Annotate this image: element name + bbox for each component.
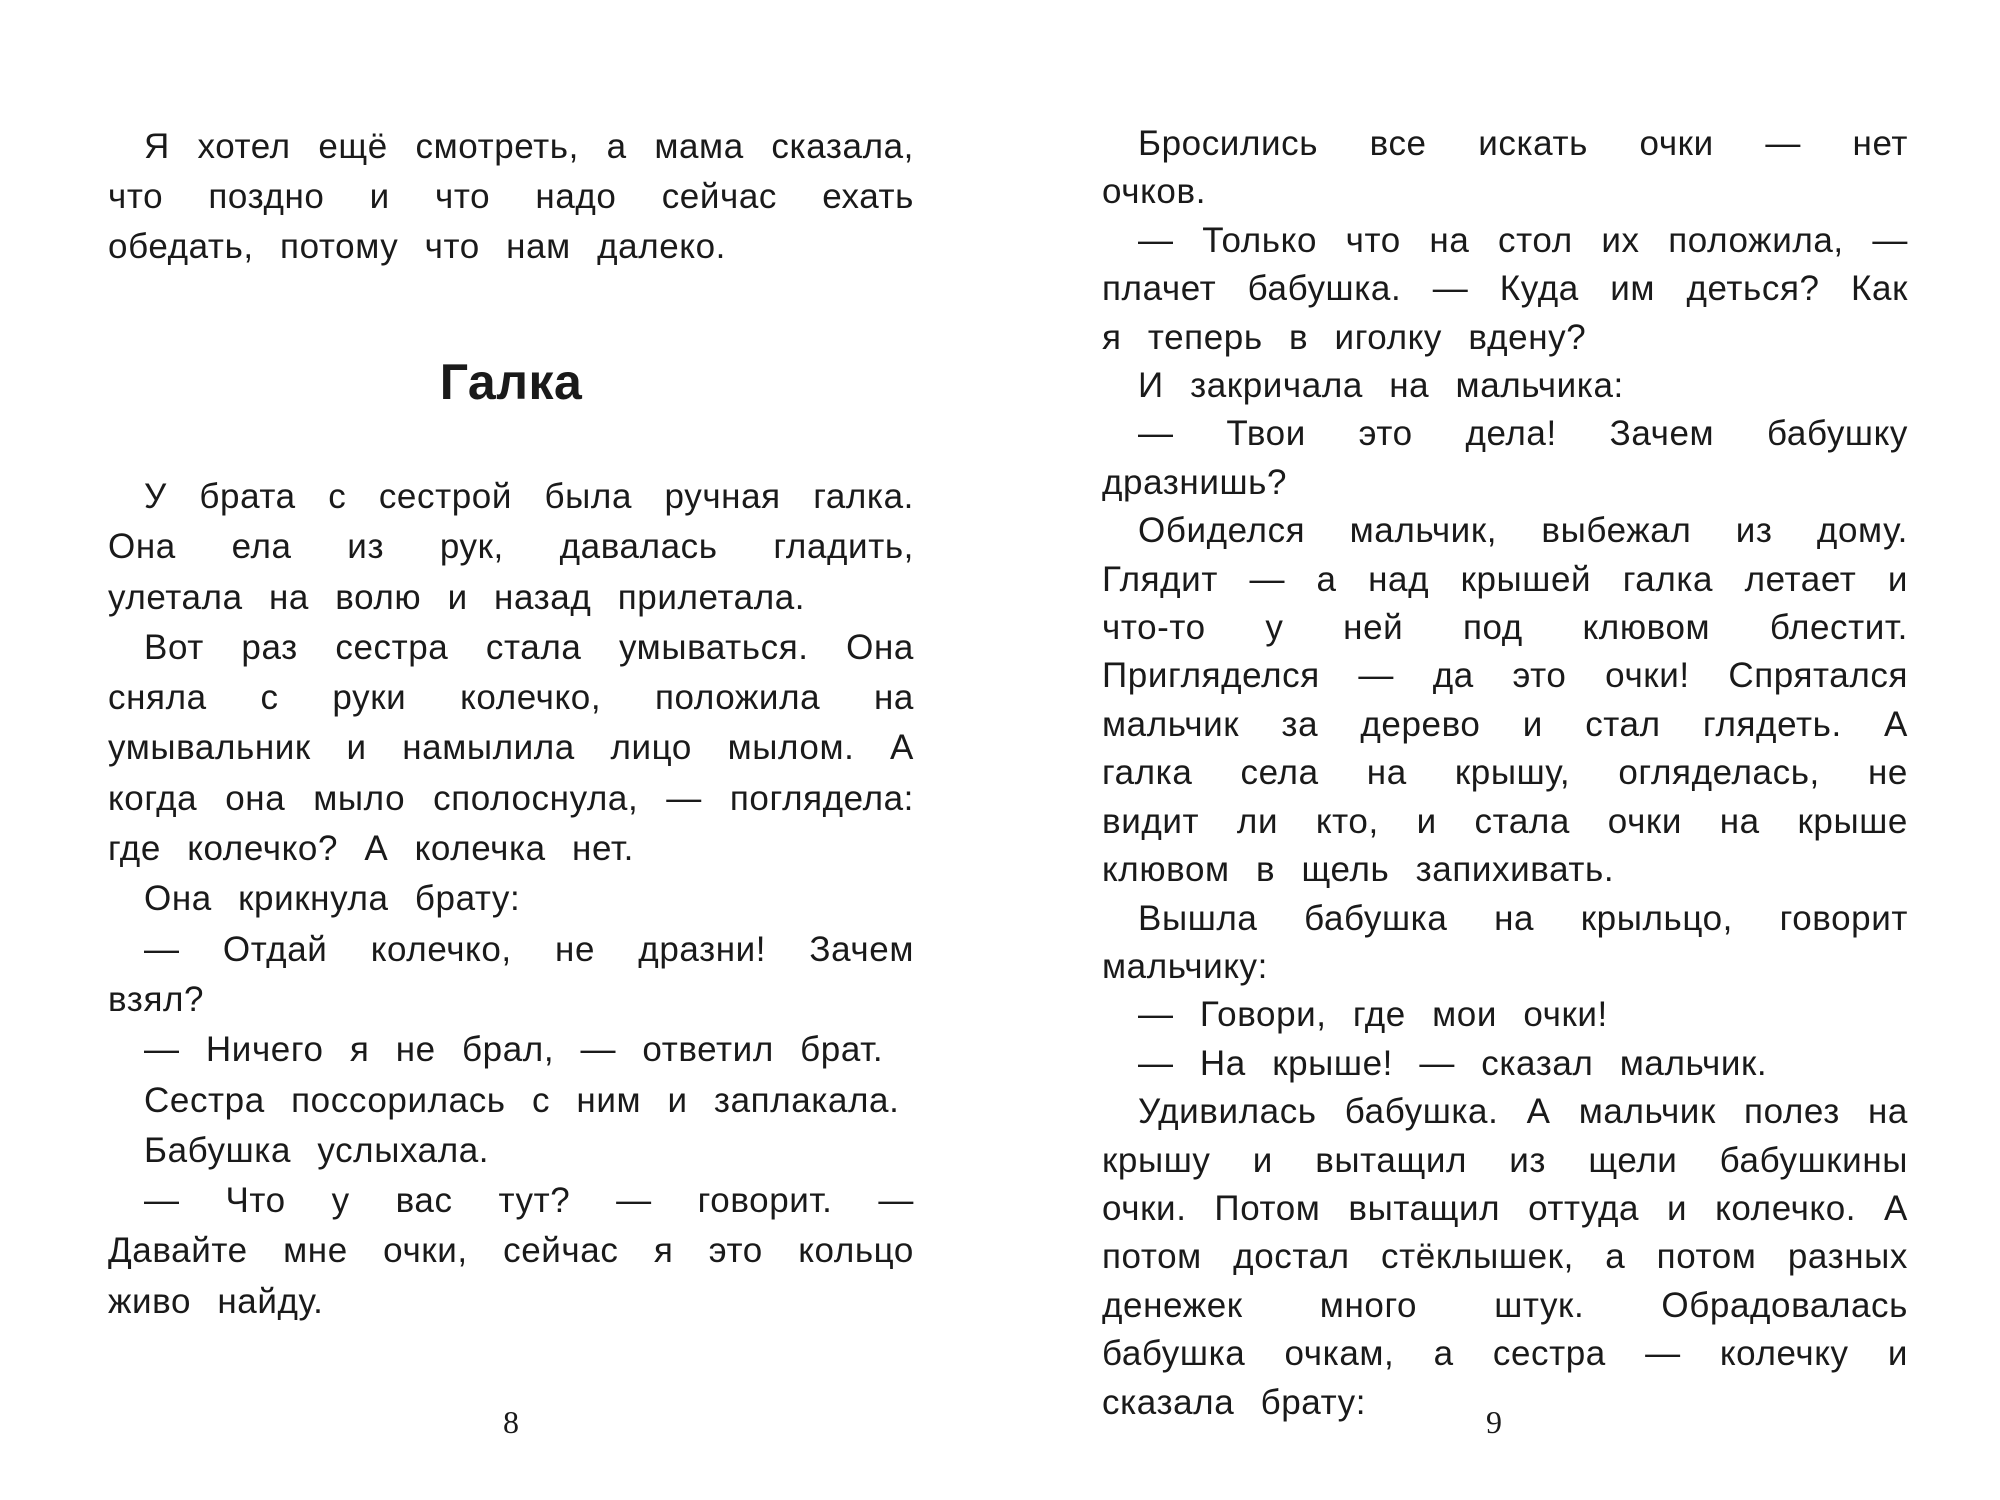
paragraph: — Говори, где мои очки! (1138, 995, 1608, 1035)
paragraph: — Только что на стол их положила, — плачет бабушка. — Куда им деться? Как я теперь в иголку вдену? (1102, 220, 1908, 357)
paragraph: Обиделся мальчик, выбежал из дому. Глядит — а над крышей галка летает и что-то у ней под клювом блестит. Пригляделся — да это очки! Спрятался мальчик за дерево и стал глядеть. А галка села на крышу, огляделась, не видит ли кто, и стала очки на крыше клювом в щель запихивать. (1102, 511, 1908, 890)
story-title: Галка (439, 354, 583, 410)
paragraph: Бабушка услыхала. (144, 1130, 490, 1170)
paragraph: У брата с сестрой была ручная галка. Она ела из рук, давалась гладить, улетала на волю и назад прилетала. (108, 477, 914, 617)
left-page-body (108, 472, 914, 1327)
paragraph: И закричала на мальчика: (1138, 366, 1624, 406)
page-number: 9 (1486, 1404, 1502, 1440)
paragraph: — Что у вас тут? — говорит. — Давайте мне очки, сейчас я это кольцо живо найду. (108, 1181, 914, 1321)
paragraph: Сестра поссорилась с ним и заплакала. (144, 1080, 900, 1120)
right-page (1000, 0, 2000, 1500)
right-page-body (1102, 120, 1908, 1427)
page-number: 8 (503, 1404, 519, 1440)
paragraph: — Ничего я не брал, — ответил брат. (144, 1030, 884, 1070)
paragraph: Удивилась бабушка. А мальчик полез на крышу и вытащил из щели бабушкины очки. Потом вытащил оттуда и колечко. А потом достал стёклышек, а потом разных денежек много штук. Обрадовалась бабушка очкам, а сестра — колечку и сказала брату: (1102, 1092, 1908, 1422)
paragraph: — Твои это дела! Зачем бабушку дразнишь? (1102, 414, 1908, 502)
paragraph: Она крикнула брату: (144, 879, 521, 919)
left-page-top-text (108, 122, 914, 272)
paragraph: — Отдай колечко, не дразни! Зачем взял? (108, 929, 914, 1019)
paragraph: Вышла бабушка на крыльцо, говорит мальчику: (1102, 898, 1908, 986)
paragraph: Бросились все искать очки — нет очков. (1102, 124, 1908, 212)
paragraph: — На крыше! — сказал мальчик. (1138, 1043, 1768, 1083)
paragraph: Я хотел ещё смотреть, а мама сказала, что поздно и что надо сейчас ехать обедать, потому что нам далеко. (108, 127, 914, 266)
paragraph: Вот раз сестра стала умываться. Она сняла с руки колечко, положила на умывальник и намылила лицо мылом. А когда она мыло сполоснула, — поглядела: где колечко? А колечка нет. (108, 627, 914, 869)
